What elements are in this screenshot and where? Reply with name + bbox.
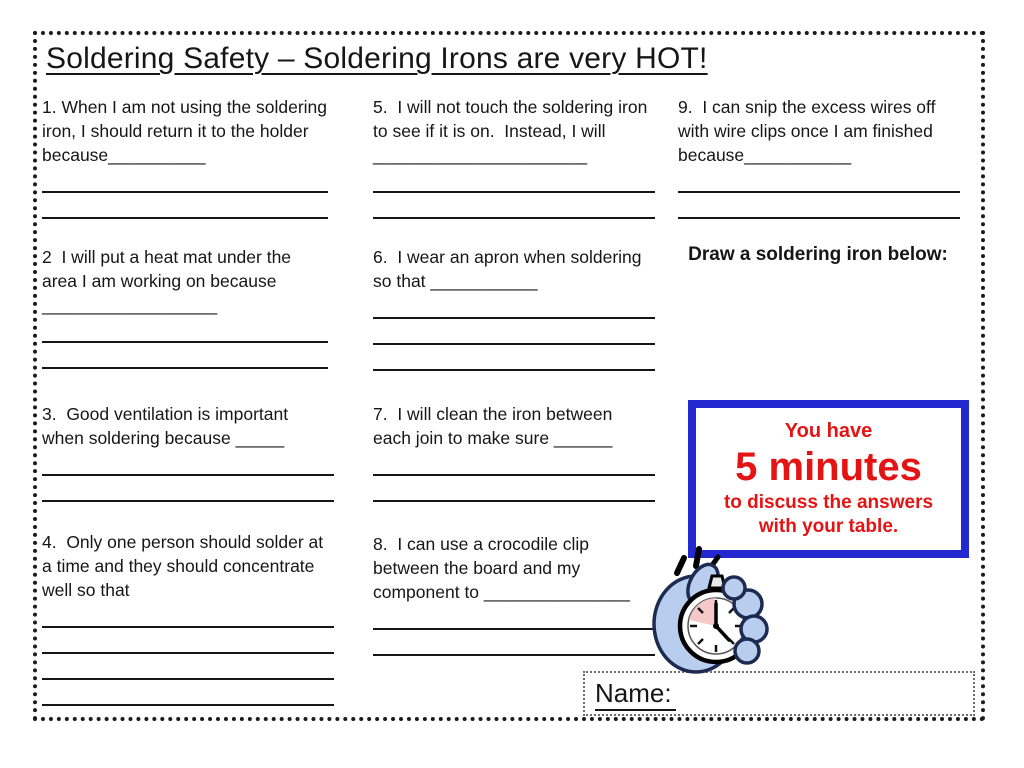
name-field[interactable]: [583, 671, 975, 716]
timer-line-3: to discuss the answers with your table.: [723, 491, 934, 537]
answer-line: [678, 193, 960, 219]
answer-line: [42, 476, 334, 502]
answer-line: [42, 450, 334, 476]
question-4: [42, 530, 334, 706]
answer-line: [373, 604, 655, 630]
answer-line: [42, 628, 334, 654]
name-label: Name:: [595, 677, 676, 711]
answer-line: [373, 293, 655, 319]
answer-line: [373, 345, 655, 371]
question-8: [373, 532, 655, 656]
question-5-text: 5. I will not touch the soldering iron to see if it is on. Instead, I will ______________________: [373, 97, 653, 165]
question-1-text: 1. When I am not using the soldering iron, I should return it to the holder because__________: [42, 97, 332, 165]
question-1: [42, 95, 332, 219]
answer-line: [373, 167, 655, 193]
question-3-text: 3. Good ventilation is important when soldering because _____: [42, 404, 293, 448]
stopwatch-hand-icon: [646, 532, 786, 677]
question-7-text: 7. I will clean the iron between each join to make sure ______: [373, 404, 618, 448]
answer-line: [42, 654, 334, 680]
question-7: [373, 402, 655, 502]
question-3: [42, 402, 334, 502]
answer-line: [373, 630, 655, 656]
answer-line: [42, 167, 328, 193]
timer-line-1: You have: [784, 419, 873, 442]
answer-line: [42, 343, 328, 369]
question-4-text: 4. Only one person should solder at a time and they should concentrate well so that: [42, 532, 329, 600]
question-8-text: 8. I can use a crocodile clip between the board and my component to _______________: [373, 534, 630, 602]
answer-line: [42, 680, 334, 706]
question-6: [373, 245, 655, 371]
answer-line: [373, 450, 655, 476]
question-2-text: 2 I will put a heat mat under the area I am working on because __________________: [42, 247, 296, 315]
draw-soldering-iron-prompt: Draw a soldering iron below:: [688, 244, 948, 265]
question-5: [373, 95, 655, 219]
answer-line: [373, 476, 655, 502]
answer-line: [373, 193, 655, 219]
page-title: Soldering Safety – Soldering Irons are very HOT!: [46, 42, 708, 75]
question-9-text: 9. I can snip the excess wires off with wire clips once I am finished because___________: [678, 97, 941, 165]
answer-line: [42, 317, 328, 343]
question-9: [678, 95, 960, 219]
answer-line: [678, 167, 960, 193]
question-6-text: 6. I wear an apron when soldering so that ___________: [373, 247, 647, 291]
answer-line: [42, 602, 334, 628]
timer-line-2: 5 minutes: [735, 444, 922, 489]
question-2: [42, 245, 328, 369]
answer-line: [42, 193, 328, 219]
answer-line: [373, 319, 655, 345]
